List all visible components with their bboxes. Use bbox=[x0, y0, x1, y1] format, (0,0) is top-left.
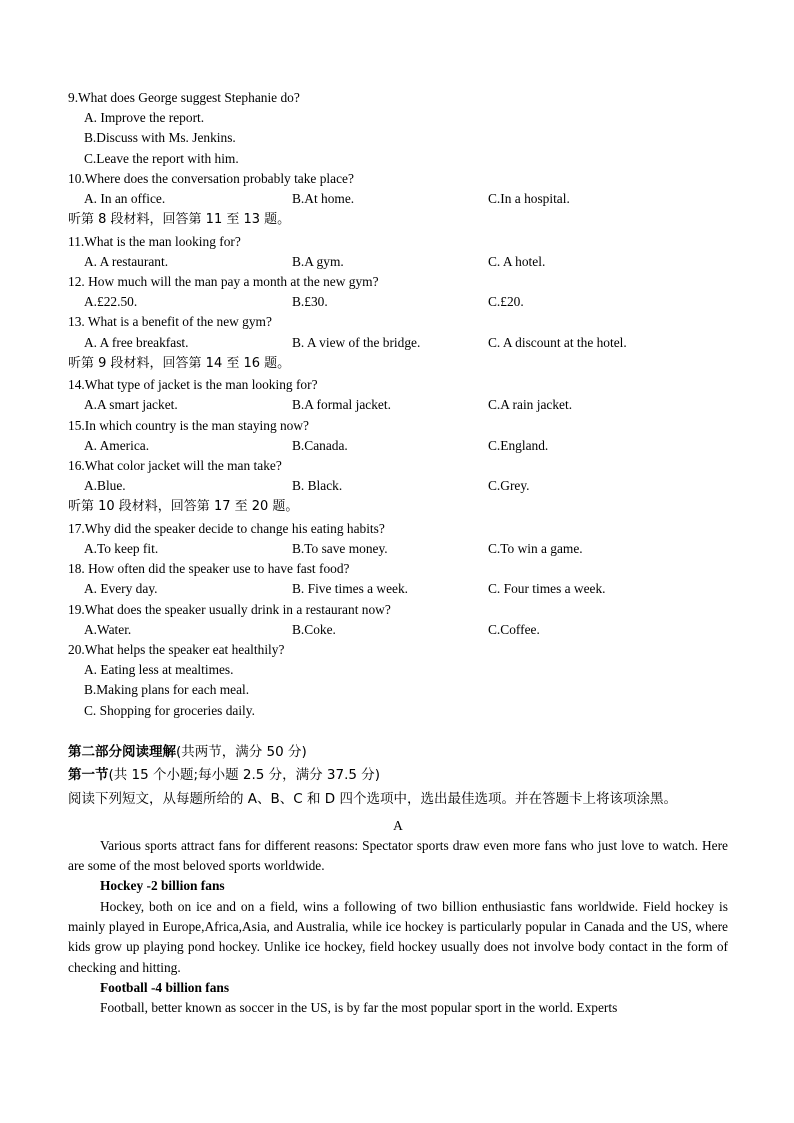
question-16-options bbox=[68, 476, 728, 496]
passage-heading-football: Football -4 billion fans bbox=[100, 979, 230, 995]
question-12-stem: 12. How much will the man pay a month at the new gym? bbox=[68, 274, 379, 289]
question-16-option-c: C.Grey. bbox=[488, 478, 530, 494]
question-13-option-c: C. A discount at the hotel. bbox=[488, 334, 627, 350]
question-10-option-a: A. In an office. bbox=[84, 190, 166, 206]
question-13-stem: 13. What is a benefit of the new gym? bbox=[68, 314, 272, 330]
passage-paragraph-hockey: Hockey, both on ice and on a field, wins a following of two billion enthusiastic fans worldwide. Field hockey is mainly played in Europe,Africa,Asia, and Australia, while ice hockey is particularly popular in Canada and the US, where kids grow up playing pond hockey. Unlike ice hockey, field hockey usually does not involve body contact in the form of checking and hitting. bbox=[68, 898, 728, 975]
part-two-subtitle: (共两节，满分 50 分) bbox=[176, 743, 307, 760]
question-13-options bbox=[68, 333, 728, 353]
question-15-stem: 15.In which country is the man staying now? bbox=[68, 417, 309, 433]
question-11-option-c: C. A hotel. bbox=[488, 253, 546, 269]
question-12-option-b: B.£30. bbox=[292, 294, 328, 310]
passage-intro: Various sports attract fans for different reasons: Spectator sports draw even more fans who just love to watch. Here are some of the most beloved sports worldwide. bbox=[68, 837, 728, 874]
question-17-option-b: B.To save money. bbox=[292, 541, 388, 557]
question-15-options bbox=[68, 436, 728, 456]
question-18-stem: 18. How often did the speaker use to have fast food? bbox=[68, 561, 350, 577]
question-12-option-c: C.£20. bbox=[488, 294, 524, 310]
question-14-stem: 14.What type of jacket is the man looking for? bbox=[68, 377, 318, 393]
question-11-option-a: A. A restaurant. bbox=[84, 253, 169, 269]
question-20-stem: 20.What helps the speaker eat healthily? bbox=[68, 642, 285, 657]
question-19-option-a: A.Water. bbox=[84, 621, 132, 637]
question-15-option-b: B.Canada. bbox=[292, 437, 348, 453]
instruction-material-9: 听第 9 段材料，回答第 14 至 16 题。 bbox=[68, 355, 291, 371]
question-18-option-a: A. Every day. bbox=[84, 581, 158, 597]
exam-page bbox=[68, 88, 728, 1018]
question-10-options bbox=[68, 189, 728, 209]
question-19-options bbox=[68, 620, 728, 640]
question-17-options bbox=[68, 539, 728, 559]
section-one-heading bbox=[68, 764, 728, 787]
question-14-option-b: B.A formal jacket. bbox=[292, 397, 391, 413]
question-9-option-a: A. Improve the report. bbox=[84, 110, 205, 126]
spacer bbox=[68, 721, 728, 741]
question-14-option-a: A.A smart jacket. bbox=[84, 397, 178, 413]
question-19-option-b: B.Coke. bbox=[292, 621, 336, 637]
question-17-stem: 17.Why did the speaker decide to change his eating habits? bbox=[68, 520, 385, 536]
instruction-material-10: 听第 10 段材料，回答第 17 至 20 题。 bbox=[68, 499, 299, 515]
question-10-option-b: B.At home. bbox=[292, 190, 355, 206]
question-20-option-b: B.Making plans for each meal. bbox=[84, 682, 250, 698]
question-10-option-c: C.In a hospital. bbox=[488, 190, 570, 206]
question-11-stem: 11.What is the man looking for? bbox=[68, 233, 241, 249]
reading-instructions: 阅读下列短文，从每题所给的 A、B、C 和 D 四个选项中，选出最佳选项。并在答题卡上将该项涂黑。 bbox=[68, 790, 677, 807]
question-13-option-a: A. A free breakfast. bbox=[84, 334, 189, 350]
question-18-option-c: C. Four times a week. bbox=[488, 581, 606, 597]
instruction-material-8: 听第 8 段材料，回答第 11 至 13 题。 bbox=[68, 212, 291, 228]
question-17-option-a: A.To keep fit. bbox=[84, 541, 159, 557]
question-20-option-c: C. Shopping for groceries daily. bbox=[84, 702, 255, 718]
question-14-options bbox=[68, 395, 728, 415]
section-one-subtitle: (共 15 个小题;每小题 2.5 分，满分 37.5 分) bbox=[108, 766, 381, 783]
question-16-option-a: A.Blue. bbox=[84, 478, 126, 494]
passage-label: A bbox=[393, 817, 403, 833]
question-9-option-c: C.Leave the report with him. bbox=[84, 150, 239, 166]
question-15-option-c: C.England. bbox=[488, 437, 549, 453]
question-20-option-a: A. Eating less at mealtimes. bbox=[84, 662, 234, 678]
question-19-stem: 19.What does the speaker usually drink in a restaurant now? bbox=[68, 601, 391, 617]
question-15-option-a: A. America. bbox=[84, 437, 150, 453]
question-14-option-c: C.A rain jacket. bbox=[488, 397, 573, 413]
question-16-option-b: B. Black. bbox=[292, 478, 343, 494]
question-9-stem: 9.What does George suggest Stephanie do? bbox=[68, 90, 300, 105]
question-16-stem: 16.What color jacket will the man take? bbox=[68, 458, 282, 473]
question-19-option-c: C.Coffee. bbox=[488, 621, 540, 637]
question-17-option-c: C.To win a game. bbox=[488, 541, 583, 557]
question-10-stem: 10.Where does the conversation probably take place? bbox=[68, 170, 354, 186]
question-13-option-b: B. A view of the bridge. bbox=[292, 334, 421, 350]
part-two-heading bbox=[68, 741, 728, 764]
part-two-title: 第二部分阅读理解 bbox=[68, 743, 176, 760]
passage-paragraph-football: Football, better known as soccer in the US, is by far the most popular sport in the world. Experts bbox=[100, 1000, 618, 1016]
question-12-options bbox=[68, 292, 728, 312]
section-one-title: 第一节 bbox=[68, 766, 109, 783]
question-12-option-a: A.£22.50. bbox=[84, 294, 138, 310]
passage-heading-hockey: Hockey -2 billion fans bbox=[100, 878, 225, 894]
question-18-option-b: B. Five times a week. bbox=[292, 581, 409, 597]
question-11-options bbox=[68, 252, 728, 272]
question-9-option-b: B.Discuss with Ms. Jenkins. bbox=[84, 130, 236, 146]
question-11-option-b: B.A gym. bbox=[292, 253, 344, 269]
question-18-options bbox=[68, 579, 728, 599]
